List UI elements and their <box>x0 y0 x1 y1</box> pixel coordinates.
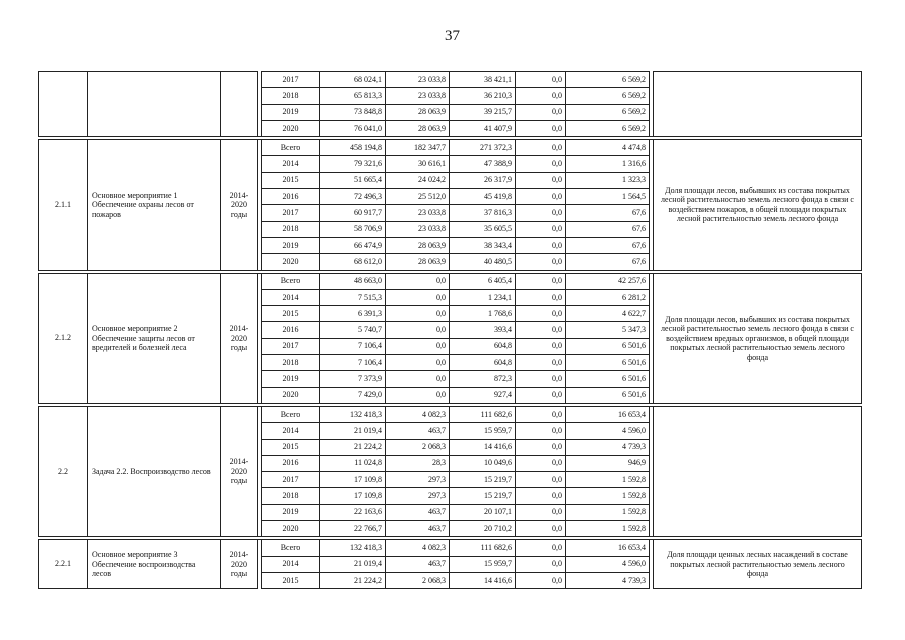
row-code <box>39 72 88 137</box>
year-cell: 2014 <box>262 423 320 439</box>
indicator-cell <box>654 72 862 137</box>
year-cell: 2017 <box>262 472 320 488</box>
year-cell: Всего <box>262 273 320 289</box>
local-cell: 0,0 <box>516 572 566 588</box>
federal-cell: 297,3 <box>386 472 450 488</box>
local-cell: 0,0 <box>516 338 566 354</box>
regional-cell: 10 049,6 <box>450 455 516 471</box>
local-cell: 0,0 <box>516 156 566 172</box>
regional-cell: 20 107,1 <box>450 504 516 520</box>
total-cell: 73 848,8 <box>320 104 386 120</box>
year-cell: 2014 <box>262 289 320 305</box>
regional-cell: 1 768,6 <box>450 306 516 322</box>
federal-cell: 23 033,8 <box>386 72 450 88</box>
federal-cell: 30 616,1 <box>386 156 450 172</box>
extra-budget-cell: 6 501,6 <box>566 355 650 371</box>
table-row <box>39 140 862 156</box>
total-cell: 7 429,0 <box>320 387 386 403</box>
extra-budget-cell: 6 569,2 <box>566 88 650 104</box>
extra-budget-cell: 6 501,6 <box>566 371 650 387</box>
total-cell: 72 496,3 <box>320 189 386 205</box>
regional-cell: 111 682,6 <box>450 406 516 422</box>
year-cell: 2016 <box>262 455 320 471</box>
year-cell: 2019 <box>262 104 320 120</box>
year-cell: 2018 <box>262 221 320 237</box>
local-cell: 0,0 <box>516 355 566 371</box>
regional-cell: 15 219,7 <box>450 488 516 504</box>
federal-cell: 0,0 <box>386 371 450 387</box>
local-cell: 0,0 <box>516 540 566 556</box>
year-cell: 2019 <box>262 504 320 520</box>
year-cell: 2020 <box>262 521 320 537</box>
year-cell: 2017 <box>262 205 320 221</box>
year-cell: 2017 <box>262 338 320 354</box>
extra-budget-cell: 67,6 <box>566 221 650 237</box>
local-cell: 0,0 <box>516 455 566 471</box>
regional-cell: 271 372,3 <box>450 140 516 156</box>
regional-cell: 15 219,7 <box>450 472 516 488</box>
local-cell: 0,0 <box>516 289 566 305</box>
federal-cell: 0,0 <box>386 387 450 403</box>
extra-budget-cell: 1 316,6 <box>566 156 650 172</box>
extra-budget-cell: 4 739,3 <box>566 572 650 588</box>
total-cell: 5 740,7 <box>320 322 386 338</box>
total-cell: 21 224,2 <box>320 439 386 455</box>
extra-budget-cell: 1 323,3 <box>566 172 650 188</box>
extra-budget-cell: 67,6 <box>566 237 650 253</box>
federal-cell: 463,7 <box>386 556 450 572</box>
total-cell: 68 612,0 <box>320 254 386 270</box>
extra-budget-cell: 16 653,4 <box>566 406 650 422</box>
extra-budget-cell: 67,6 <box>566 254 650 270</box>
local-cell: 0,0 <box>516 556 566 572</box>
local-cell: 0,0 <box>516 254 566 270</box>
total-cell: 7 515,3 <box>320 289 386 305</box>
extra-budget-cell: 6 501,6 <box>566 338 650 354</box>
total-cell: 48 663,0 <box>320 273 386 289</box>
extra-budget-cell: 4 739,3 <box>566 439 650 455</box>
regional-cell: 38 343,4 <box>450 237 516 253</box>
measure-title: Основное мероприятие 3 Обеспечение воспроизводства лесов <box>88 540 221 589</box>
extra-budget-cell: 4 622,7 <box>566 306 650 322</box>
regional-cell: 604,8 <box>450 338 516 354</box>
table-row <box>39 72 862 88</box>
measure-title: Основное мероприятие 2 Обеспечение защиты лесов от вредителей и болезней леса <box>88 273 221 403</box>
local-cell: 0,0 <box>516 488 566 504</box>
regional-cell: 20 710,2 <box>450 521 516 537</box>
total-cell: 6 391,3 <box>320 306 386 322</box>
regional-cell: 35 605,5 <box>450 221 516 237</box>
local-cell: 0,0 <box>516 237 566 253</box>
year-cell: 2014 <box>262 156 320 172</box>
local-cell: 0,0 <box>516 205 566 221</box>
year-cell: 2020 <box>262 120 320 136</box>
federal-cell: 28 063,9 <box>386 120 450 136</box>
federal-cell: 23 033,8 <box>386 221 450 237</box>
row-code: 2.1.2 <box>39 273 88 403</box>
federal-cell: 2 068,3 <box>386 572 450 588</box>
local-cell: 0,0 <box>516 120 566 136</box>
local-cell: 0,0 <box>516 504 566 520</box>
regional-cell: 26 317,9 <box>450 172 516 188</box>
total-cell: 132 418,3 <box>320 540 386 556</box>
total-cell: 7 106,4 <box>320 355 386 371</box>
federal-cell: 297,3 <box>386 488 450 504</box>
indicator-cell <box>654 406 862 536</box>
local-cell: 0,0 <box>516 387 566 403</box>
federal-cell: 0,0 <box>386 273 450 289</box>
extra-budget-cell: 42 257,6 <box>566 273 650 289</box>
local-cell: 0,0 <box>516 88 566 104</box>
total-cell: 21 019,4 <box>320 556 386 572</box>
federal-cell: 0,0 <box>386 289 450 305</box>
local-cell: 0,0 <box>516 72 566 88</box>
total-cell: 79 321,6 <box>320 156 386 172</box>
federal-cell: 0,0 <box>386 355 450 371</box>
local-cell: 0,0 <box>516 172 566 188</box>
extra-budget-cell: 1 592,8 <box>566 472 650 488</box>
table-row <box>39 406 862 422</box>
federal-cell: 2 068,3 <box>386 439 450 455</box>
regional-cell: 38 421,1 <box>450 72 516 88</box>
regional-cell: 45 419,8 <box>450 189 516 205</box>
regional-cell: 15 959,7 <box>450 556 516 572</box>
extra-budget-cell: 6 281,2 <box>566 289 650 305</box>
total-cell: 66 474,9 <box>320 237 386 253</box>
federal-cell: 0,0 <box>386 322 450 338</box>
extra-budget-cell: 1 592,8 <box>566 504 650 520</box>
total-cell: 7 106,4 <box>320 338 386 354</box>
regional-cell: 6 405,4 <box>450 273 516 289</box>
federal-cell: 28 063,9 <box>386 254 450 270</box>
extra-budget-cell: 6 569,2 <box>566 72 650 88</box>
local-cell: 0,0 <box>516 273 566 289</box>
total-cell: 76 041,0 <box>320 120 386 136</box>
year-cell: Всего <box>262 140 320 156</box>
regional-cell: 872,3 <box>450 371 516 387</box>
federal-cell: 28 063,9 <box>386 237 450 253</box>
extra-budget-cell: 4 596,0 <box>566 556 650 572</box>
total-cell: 60 917,7 <box>320 205 386 221</box>
local-cell: 0,0 <box>516 140 566 156</box>
regional-cell: 41 407,9 <box>450 120 516 136</box>
year-cell: 2019 <box>262 371 320 387</box>
federal-cell: 28 063,9 <box>386 104 450 120</box>
local-cell: 0,0 <box>516 322 566 338</box>
table-row <box>39 540 862 556</box>
total-cell: 17 109,8 <box>320 488 386 504</box>
extra-budget-cell: 946,9 <box>566 455 650 471</box>
year-cell: 2020 <box>262 254 320 270</box>
extra-budget-cell: 1 564,5 <box>566 189 650 205</box>
federal-cell: 0,0 <box>386 338 450 354</box>
total-cell: 11 024,8 <box>320 455 386 471</box>
local-cell: 0,0 <box>516 521 566 537</box>
budget-table-container <box>38 71 861 589</box>
regional-cell: 36 210,3 <box>450 88 516 104</box>
year-cell: 2016 <box>262 322 320 338</box>
federal-cell: 24 024,2 <box>386 172 450 188</box>
year-cell: 2018 <box>262 355 320 371</box>
extra-budget-cell: 5 347,3 <box>566 322 650 338</box>
year-cell: 2018 <box>262 88 320 104</box>
total-cell: 21 019,4 <box>320 423 386 439</box>
federal-cell: 25 512,0 <box>386 189 450 205</box>
measure-title: Основное мероприятие 1 Обеспечение охраны лесов от пожаров <box>88 140 221 270</box>
extra-budget-cell: 6 569,2 <box>566 104 650 120</box>
row-code: 2.2.1 <box>39 540 88 589</box>
row-code: 2.2 <box>39 406 88 536</box>
extra-budget-cell: 6 569,2 <box>566 120 650 136</box>
federal-cell: 463,7 <box>386 504 450 520</box>
federal-cell: 28,3 <box>386 455 450 471</box>
extra-budget-cell: 4 474,8 <box>566 140 650 156</box>
regional-cell: 604,8 <box>450 355 516 371</box>
total-cell: 65 813,3 <box>320 88 386 104</box>
row-code: 2.1.1 <box>39 140 88 270</box>
indicator-cell: Доля площади ценных лесных насаждений в составе покрытых лесной растительностью земель лесного фонда <box>654 540 862 589</box>
year-cell: 2014 <box>262 556 320 572</box>
year-cell: 2016 <box>262 189 320 205</box>
total-cell: 58 706,9 <box>320 221 386 237</box>
local-cell: 0,0 <box>516 306 566 322</box>
total-cell: 22 163,6 <box>320 504 386 520</box>
local-cell: 0,0 <box>516 472 566 488</box>
extra-budget-cell: 1 592,8 <box>566 521 650 537</box>
regional-cell: 39 215,7 <box>450 104 516 120</box>
extra-budget-cell: 1 592,8 <box>566 488 650 504</box>
regional-cell: 37 816,3 <box>450 205 516 221</box>
total-cell: 458 194,8 <box>320 140 386 156</box>
federal-cell: 182 347,7 <box>386 140 450 156</box>
regional-cell: 14 416,6 <box>450 572 516 588</box>
federal-cell: 23 033,8 <box>386 88 450 104</box>
local-cell: 0,0 <box>516 371 566 387</box>
regional-cell: 927,4 <box>450 387 516 403</box>
regional-cell: 47 388,9 <box>450 156 516 172</box>
total-cell: 22 766,7 <box>320 521 386 537</box>
total-cell: 21 224,2 <box>320 572 386 588</box>
local-cell: 0,0 <box>516 104 566 120</box>
regional-cell: 40 480,5 <box>450 254 516 270</box>
local-cell: 0,0 <box>516 423 566 439</box>
local-cell: 0,0 <box>516 406 566 422</box>
federal-cell: 4 082,3 <box>386 406 450 422</box>
budget-table <box>38 71 862 589</box>
total-cell: 51 665,4 <box>320 172 386 188</box>
federal-cell: 23 033,8 <box>386 205 450 221</box>
extra-budget-cell: 67,6 <box>566 205 650 221</box>
measure-title <box>88 72 221 137</box>
year-cell: 2015 <box>262 572 320 588</box>
extra-budget-cell: 4 596,0 <box>566 423 650 439</box>
extra-budget-cell: 6 501,6 <box>566 387 650 403</box>
regional-cell: 1 234,1 <box>450 289 516 305</box>
federal-cell: 0,0 <box>386 306 450 322</box>
year-cell: 2015 <box>262 306 320 322</box>
period-cell <box>221 72 258 137</box>
federal-cell: 463,7 <box>386 521 450 537</box>
year-cell: 2015 <box>262 439 320 455</box>
local-cell: 0,0 <box>516 221 566 237</box>
year-cell: Всего <box>262 406 320 422</box>
year-cell: 2020 <box>262 387 320 403</box>
federal-cell: 463,7 <box>386 423 450 439</box>
regional-cell: 14 416,6 <box>450 439 516 455</box>
measure-title: Задача 2.2. Воспроизводство лесов <box>88 406 221 536</box>
local-cell: 0,0 <box>516 439 566 455</box>
local-cell: 0,0 <box>516 189 566 205</box>
regional-cell: 393,4 <box>450 322 516 338</box>
total-cell: 17 109,8 <box>320 472 386 488</box>
year-cell: 2015 <box>262 172 320 188</box>
page-number: 37 <box>445 28 460 44</box>
regional-cell: 15 959,7 <box>450 423 516 439</box>
table-row <box>39 273 862 289</box>
total-cell: 7 373,9 <box>320 371 386 387</box>
period-cell: 2014-2020 годы <box>221 273 258 403</box>
federal-cell: 4 082,3 <box>386 540 450 556</box>
indicator-cell: Доля площади лесов, выбывших из состава покрытых лесной растительностью земель лесного фонда в связи с воздействием пожаров, в общей площади покрытых лесной растительностью земель лесного фонда <box>654 140 862 270</box>
year-cell: 2018 <box>262 488 320 504</box>
indicator-cell: Доля площади лесов, выбывших из состава покрытых лесной растительностью земель лесного фонда в связи с воздействием вредных организмов, в общей площади покрытых лесной растительностью земель лесного фонда <box>654 273 862 403</box>
period-cell: 2014-2020 годы <box>221 540 258 589</box>
regional-cell: 111 682,6 <box>450 540 516 556</box>
period-cell: 2014-2020 годы <box>221 140 258 270</box>
total-cell: 132 418,3 <box>320 406 386 422</box>
year-cell: 2017 <box>262 72 320 88</box>
period-cell: 2014-2020 годы <box>221 406 258 536</box>
year-cell: 2019 <box>262 237 320 253</box>
extra-budget-cell: 16 653,4 <box>566 540 650 556</box>
year-cell: Всего <box>262 540 320 556</box>
total-cell: 68 024,1 <box>320 72 386 88</box>
